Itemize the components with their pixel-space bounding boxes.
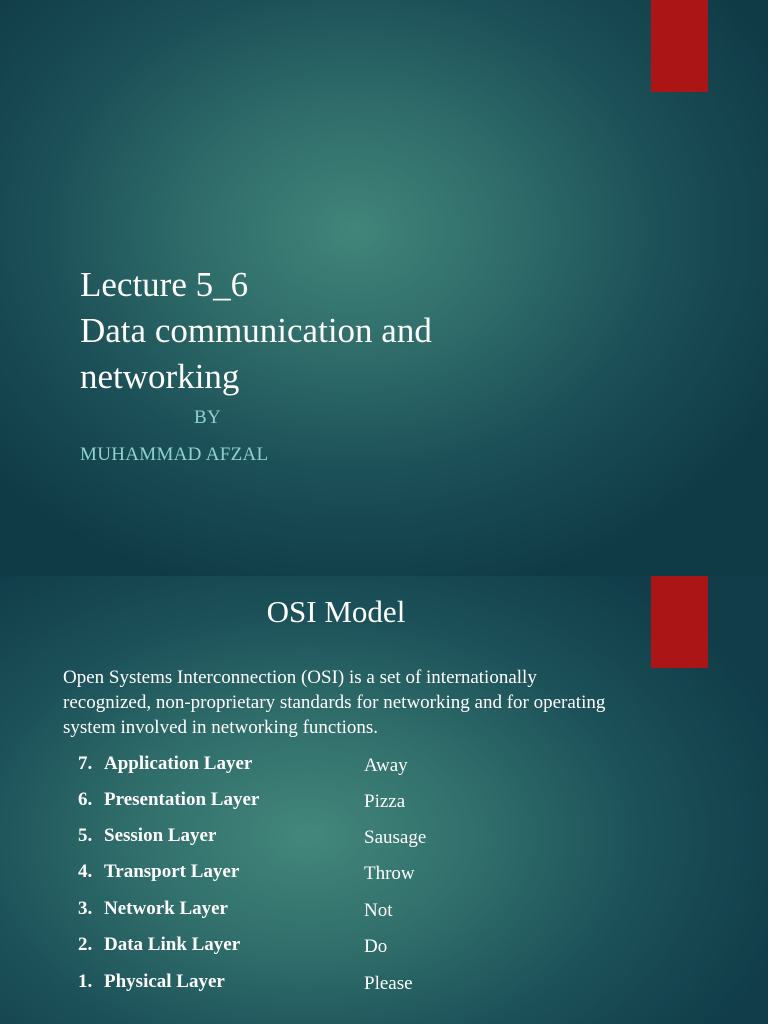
layer-label	[78, 934, 240, 956]
osi-layer-row	[0, 934, 768, 964]
layer-label	[78, 789, 259, 811]
accent-bar	[651, 0, 708, 92]
layer-label	[78, 971, 225, 993]
layer-mnemonic: Do	[364, 936, 388, 957]
layer-mnemonic: Throw	[364, 863, 415, 884]
layer-mnemonic: Pizza	[364, 791, 406, 812]
layer-label	[78, 898, 228, 920]
layer-mnemonic: Not	[364, 900, 393, 921]
layer-label	[78, 825, 216, 847]
layer-label	[78, 753, 252, 775]
osi-layer-row	[0, 898, 768, 928]
osi-layer-row	[0, 971, 768, 1001]
osi-layer-row	[0, 789, 768, 819]
slide-title: OSI Model	[266, 594, 406, 629]
layer-mnemonic: Away	[364, 755, 408, 776]
osi-model-slide	[0, 576, 768, 1024]
osi-description: Open Systems Interconnection (OSI) is a set of internationally recognized, non-proprietary standards for networking and for operating system involved in networking functions.	[63, 667, 606, 738]
layer-number: 7.	[78, 753, 93, 774]
osi-layer-row	[0, 753, 768, 783]
layer-name: Presentation Layer	[104, 789, 260, 810]
layer-mnemonic: Please	[364, 973, 413, 994]
layer-name: Transport Layer	[104, 861, 240, 882]
layer-name: Data Link Layer	[104, 934, 241, 955]
author-name: MUHAMMAD AFZAL	[80, 444, 269, 465]
osi-layer-row	[0, 861, 768, 891]
osi-layer-row	[0, 825, 768, 855]
layer-name: Network Layer	[104, 898, 228, 919]
lecture-title-line-1: Lecture 5_6	[80, 265, 249, 304]
lecture-title-line-3: networking	[80, 357, 240, 396]
layer-number: 5.	[78, 825, 93, 846]
layer-number: 1.	[78, 971, 93, 992]
layer-name: Application Layer	[104, 753, 253, 774]
layer-number: 6.	[78, 789, 93, 810]
lecture-title-line-2: Data communication and	[80, 311, 432, 350]
layer-mnemonic: Sausage	[364, 827, 427, 848]
layer-name: Physical Layer	[104, 971, 225, 992]
layer-number: 2.	[78, 934, 93, 955]
layer-number: 3.	[78, 898, 93, 919]
layer-label	[78, 861, 239, 883]
layer-name: Session Layer	[104, 825, 217, 846]
by-label: BY	[194, 407, 221, 428]
layer-number: 4.	[78, 861, 93, 882]
